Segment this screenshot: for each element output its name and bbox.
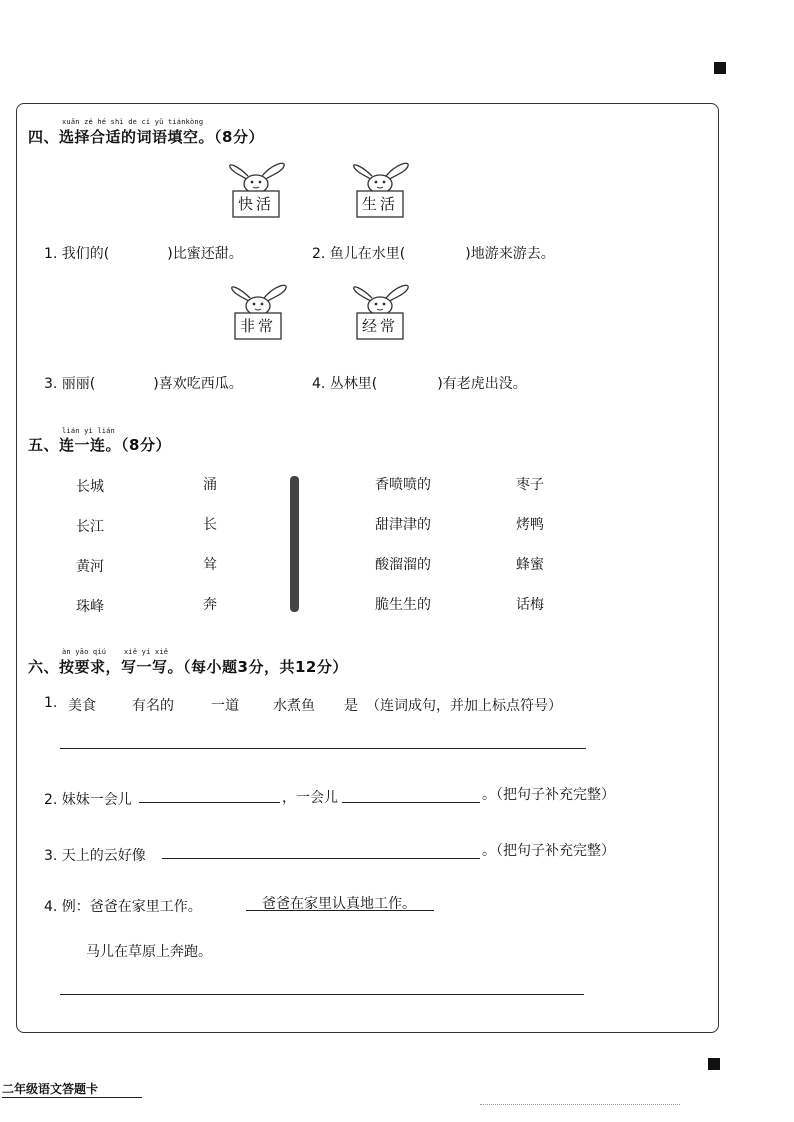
s6-q2-end: 。（把句子补充完整） [482,787,615,803]
s4-q4: 4. 丛林里( )有老虎出没。 [312,376,527,392]
match-verb-1[interactable]: 涌 [203,477,217,493]
s6-q4-example: 爸爸在家里认真地工作。 [262,896,416,912]
match-food-1[interactable]: 枣子 [516,477,544,493]
footer-rule [2,1097,142,1098]
s6-q3-blank[interactable] [162,858,480,859]
rabbit-card-3[interactable] [228,280,298,345]
s6-q2-start: 2. 妹妹一会儿 [44,792,132,808]
rabbit-word: 生活 [361,195,398,213]
s6-q3-start: 3. 天上的云好像 [44,848,146,864]
footer-title: 二年级语文答题卡 [2,1082,99,1096]
registration-mark-top [714,62,726,74]
section6-pinyin-2: xiě yi xiě [124,648,169,656]
rabbit-word: 经常 [361,317,398,335]
rabbit-card-1[interactable] [226,158,296,223]
match-left-4[interactable]: 珠峰 [76,599,104,615]
section6-title: 六、按要求，写一写。（每小题3分，共12分） [28,658,348,676]
match-verb-3[interactable]: 耸 [203,557,217,573]
s4-q2: 2. 鱼儿在水里( )地游来游去。 [312,246,555,262]
match-left-2[interactable]: 长江 [76,519,104,535]
s6-q1-word-3: 一道 [211,698,239,714]
s6-q1-word-4: 水煮鱼 [273,698,315,714]
section4-pinyin: xuǎn zé hé shì de cí yǔ tiánkòng [62,118,204,126]
match-adj-3[interactable]: 酸溜溜的 [375,557,431,573]
match-food-2[interactable]: 烤鸭 [516,517,544,533]
s6-q1-answer-line[interactable] [60,748,586,749]
s6-q2-blank-2[interactable] [342,802,480,803]
s4-q3: 3. 丽丽( )喜欢吃西瓜。 [44,376,243,392]
s6-q1-word-5: 是 [344,698,358,714]
s6-q1-number: 1. [44,695,58,711]
match-adj-1[interactable]: 香喷喷的 [375,477,431,493]
rabbit-card-4[interactable] [350,280,420,345]
s6-q4-answer-line[interactable] [60,994,584,995]
match-verb-2[interactable]: 长 [203,517,217,533]
match-verb-4[interactable]: 奔 [203,597,217,613]
rabbit-word: 快活 [237,195,274,213]
registration-mark-bottom [708,1058,720,1070]
match-left-1[interactable]: 长城 [76,479,104,495]
match-left-3[interactable]: 黄河 [76,559,104,575]
match-food-3[interactable]: 蜂蜜 [516,557,544,573]
section6-pinyin-1: àn yāo qiú [62,648,107,656]
s6-q4-example-underline [246,910,434,911]
rabbit-card-2[interactable] [350,158,420,223]
s4-q1: 1. 我们的( )比蜜还甜。 [44,246,243,262]
s6-q4-label: 4. 例：爸爸在家里工作。 [44,899,202,915]
s6-q1-word-2: 有名的 [132,698,174,714]
footer-rule-dotted [480,1104,680,1105]
s6-q2-middle: ，一会儿 [282,790,338,806]
section5-title: 五、连一连。（8分） [28,436,171,454]
s6-q1-hint: （连词成句，并加上标点符号） [366,698,562,714]
match-adj-2[interactable]: 甜津津的 [375,517,431,533]
s6-q2-blank-1[interactable] [139,802,280,803]
s6-q4-task: 马儿在草原上奔跑。 [86,944,212,960]
divider-bar [290,476,299,612]
s6-q3-end: 。（把句子补充完整） [482,843,615,859]
match-food-4[interactable]: 话梅 [516,597,544,613]
match-adj-4[interactable]: 脆生生的 [375,597,431,613]
rabbit-word: 非常 [239,317,276,335]
section4-title: 四、选择合适的词语填空。（8分） [28,128,264,146]
section5-pinyin: lián yi lián [62,427,115,435]
s6-q1-word-1: 美食 [68,698,96,714]
